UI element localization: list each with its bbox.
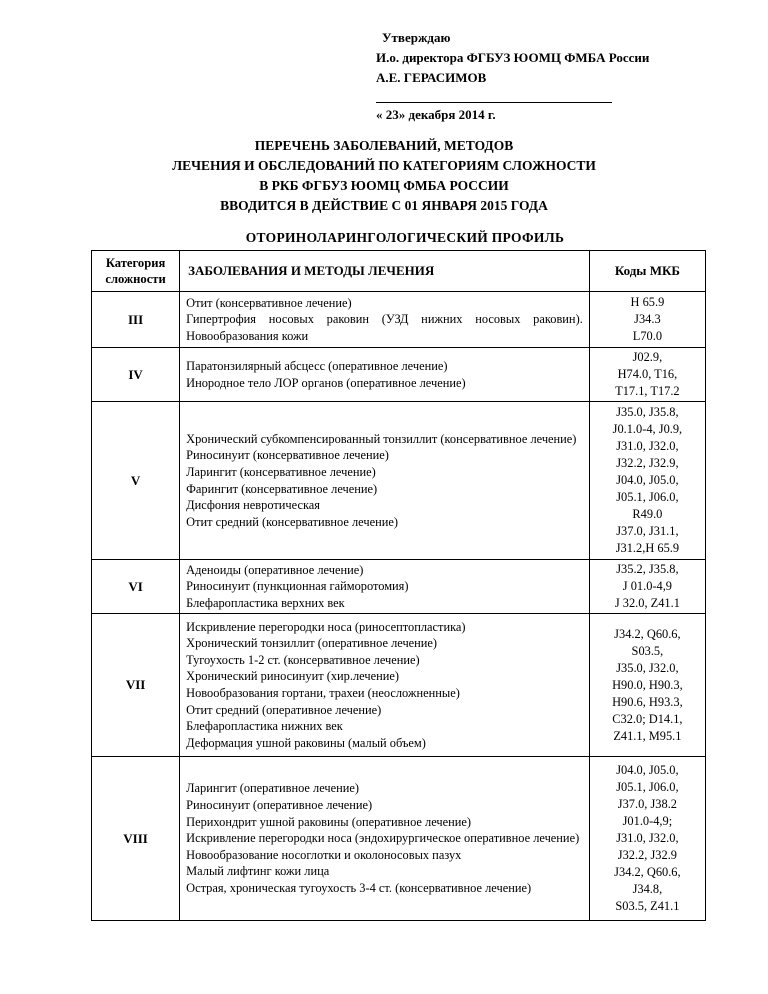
category-cell: IV — [92, 348, 180, 402]
icd-code: J31.0, J32.0, — [616, 831, 679, 845]
category-cell: VI — [92, 560, 180, 614]
disease-item: Риносинуит (оперативное лечение) — [186, 798, 373, 813]
disease-item: Хронический риносинуит (хир.лечение) — [186, 669, 399, 684]
icd-code: J 01.0-4,9 — [622, 579, 672, 593]
disease-item: Деформация ушной раковины (малый объем) — [186, 735, 426, 750]
header-icd: Коды МКБ — [589, 251, 705, 292]
icd-cell — [589, 292, 705, 348]
icd-code: J01.0-4,9; — [622, 814, 673, 828]
diseases-cell — [180, 614, 590, 757]
disease-item: Ларингит (консервативное лечение) — [186, 464, 376, 479]
icd-code: L70.0 — [632, 329, 663, 343]
icd-code: H 65.9 — [630, 295, 665, 309]
icd-code: R49.0 — [632, 507, 663, 521]
approval-date: « 23» декабря 2014 г. — [376, 107, 496, 122]
icd-code: C32.0; D14.1, — [612, 711, 683, 726]
disease-item: Новообразование носоглотки и околоносовых пазух — [186, 847, 462, 862]
icd-code: J34.2, Q60.6, — [614, 865, 681, 879]
icd-code: J05.1, J06.0, — [616, 780, 679, 794]
icd-code: J35.0, J32.0, — [616, 660, 679, 675]
disease-item: Паратонзилярный абсцесс (оперативное лечение) — [186, 358, 448, 373]
disease-item: Острая, хроническая тугоухость 3-4 ст. (консервативное лечение) — [186, 880, 532, 895]
disease-item: Аденоиды (оперативное лечение) — [186, 562, 364, 577]
disease-item: Малый лифтинг кожи лица — [186, 864, 330, 879]
table-row — [92, 757, 706, 921]
disease-item: Блефаропластика верхних век — [186, 595, 345, 610]
category-cell: VIII — [92, 757, 180, 921]
icd-code: J34.3 — [634, 312, 661, 326]
disease-item: Риносинуит (пункционная гайморотомия) — [186, 579, 409, 594]
table-row — [92, 292, 706, 348]
icd-code: T17.1, T17.2 — [615, 384, 680, 398]
disease-item: Ларингит (оперативное лечение) — [186, 781, 360, 796]
approval-title: Утверждаю — [382, 30, 451, 45]
icd-cell — [589, 757, 705, 921]
approval-position: И.о. директора ФГБУЗ ЮОМЦ ФМБА России — [376, 50, 650, 65]
disease-item: Дисфония невротическая — [186, 498, 320, 513]
disease-item: Новообразования гортани, трахеи (неосложненные) — [186, 686, 460, 700]
approval-name: А.Е. ГЕРАСИМОВ — [376, 70, 487, 85]
icd-code: J32.2, J32.9, — [616, 456, 679, 470]
document-heading — [0, 136, 768, 216]
icd-code: H74.0, T16, — [617, 367, 678, 381]
profile-title: ОТОРИНОЛАРИНГОЛОГИЧЕСКИЙ ПРОФИЛЬ — [245, 230, 565, 245]
icd-code: J05.1, J06.0, — [616, 490, 679, 504]
diseases-cell — [180, 757, 590, 921]
disease-item: Хронический тонзиллит (оперативное лечение) — [186, 636, 438, 651]
disease-item: Гипертрофия носовых раковин (УЗД нижних носовых раковин). Новообразования кожи — [186, 312, 583, 343]
icd-code: J04.0, J05.0, — [616, 763, 679, 777]
diseases-cell — [180, 292, 590, 348]
header-diseases: ЗАБОЛЕВАНИЯ И МЕТОДЫ ЛЕЧЕНИЯ — [180, 251, 590, 292]
heading-line-2: ЛЕЧЕНИЯ И ОБСЛЕДОВАНИЙ ПО КАТЕГОРИЯМ СЛОЖНОСТИ — [172, 158, 596, 173]
diseases-cell — [180, 402, 590, 560]
disease-item: Перихондрит ушной раковины (оперативное лечение) — [186, 814, 472, 829]
disease-item: Искривление перегородки носа (риносептопластика) — [186, 619, 466, 634]
disease-item: Блефаропластика нижних век — [186, 719, 343, 734]
icd-cell — [589, 614, 705, 757]
disease-item: Тугоухость 1-2 ст. (консервативное лечение) — [186, 652, 420, 667]
heading-line-4: ВВОДИТСЯ В ДЕЙСТВИЕ С 01 ЯНВАРЯ 2015 ГОДА — [220, 198, 548, 213]
icd-code: J31.2,H 65.9 — [615, 541, 680, 555]
icd-code: J02.9, — [632, 350, 663, 364]
heading-line-1: ПЕРЕЧЕНЬ ЗАБОЛЕВАНИЙ, МЕТОДОВ — [254, 138, 514, 153]
disease-item: Инородное тело ЛОР органов (оперативное лечение) — [186, 375, 466, 390]
icd-code: H90.6, H93.3, — [612, 694, 683, 709]
icd-code: S03.5, — [631, 643, 664, 658]
disease-item: Риносинуит (консервативное лечение) — [186, 448, 389, 463]
disease-item: Отит средний (оперативное лечение) — [186, 702, 382, 717]
icd-code: J04.0, J05.0, — [616, 473, 679, 487]
icd-code: J0.1.0-4, J0.9, — [612, 422, 683, 436]
icd-cell — [589, 560, 705, 614]
icd-code: J35.2, J35.8, — [616, 562, 679, 576]
table-row — [92, 402, 706, 560]
category-cell: VII — [92, 614, 180, 757]
diseases-cell — [180, 348, 590, 402]
disease-item: Фарингит (консервативное лечение) — [186, 481, 378, 496]
icd-code: J37.0, J31.1, — [616, 524, 679, 538]
table-header-row — [92, 251, 706, 292]
table-row — [92, 348, 706, 402]
icd-code: J34.2, Q60.6, — [614, 626, 681, 641]
diseases-cell — [180, 560, 590, 614]
table-row — [92, 560, 706, 614]
categories-table — [91, 250, 706, 921]
header-category: Категория сложности — [92, 251, 180, 292]
icd-code: J32.2, J32.9 — [617, 848, 677, 862]
icd-code: J31.0, J32.0, — [616, 439, 679, 453]
disease-item: Хронический субкомпенсированный тонзиллит (консервативное лечение) — [186, 431, 577, 446]
table-row — [92, 614, 706, 757]
category-cell: V — [92, 402, 180, 560]
icd-code: Z41.1, M95.1 — [613, 728, 682, 743]
icd-code: J34.8, — [632, 882, 663, 896]
category-cell: III — [92, 292, 180, 348]
signature-line — [376, 88, 612, 103]
disease-item: Искривление перегородки носа (эндохирургическое оперативное лечение) — [186, 831, 580, 846]
disease-item: Отит (консервативное лечение) — [186, 295, 352, 310]
icd-code: S03.5, Z41.1 — [615, 899, 680, 913]
icd-cell — [589, 348, 705, 402]
icd-code: J35.0, J35.8, — [616, 405, 679, 419]
icd-cell — [589, 402, 705, 560]
icd-code: J 32.0, Z41.1 — [614, 596, 680, 610]
heading-line-3: В РКБ ФГБУЗ ЮОМЦ ФМБА РОССИИ — [259, 178, 509, 193]
approval-block — [376, 28, 649, 125]
disease-item: Отит средний (консервативное лечение) — [186, 514, 398, 529]
icd-code: H90.0, H90.3, — [612, 677, 683, 692]
icd-code: J37.0, J38.2 — [617, 797, 677, 811]
